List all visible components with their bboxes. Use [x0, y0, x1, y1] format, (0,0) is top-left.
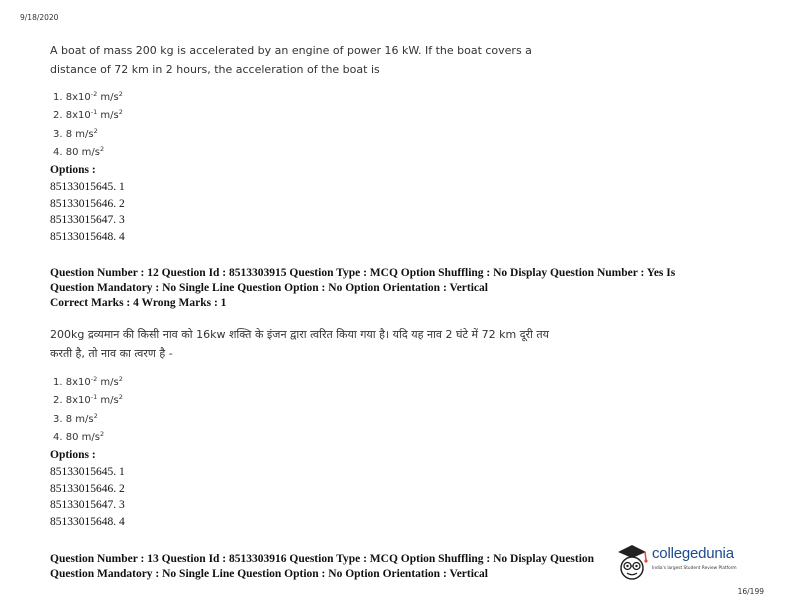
option-id: 85133015647. 3	[50, 214, 125, 226]
brand-tagline: India's largest Student Review Platform	[652, 566, 737, 571]
choice-2: 2. $8x10^{-1}$ $m/s^2$	[53, 108, 123, 122]
question-12-text: 200kg द्रव्यमान की किसी नाव को 16kw शक्ति के इंजन द्वारा त्वरित किया गया है। यदि यह नाव 2 घंटे में 72 km दूरी तय करती है, तो नाव का त्वरण है -	[50, 328, 550, 360]
print-date: 9/18/2020	[20, 13, 59, 22]
marks-line: Correct Marks : 4 Wrong Marks : 1	[50, 297, 227, 309]
choice-4: 4. 80 $m/s^2$	[53, 430, 105, 444]
meta-line: Question Number : 13 Question Id : 8513303916 Question Type : MCQ Option Shuffling : No Display Question	[50, 553, 595, 565]
brand-name: collegedunia	[652, 545, 734, 562]
choice-3: 3. 8 $m/s^2$	[53, 411, 98, 425]
option-id: 85133015647. 3	[50, 499, 125, 511]
choice-3: 3. 8 $m/s^2$	[53, 126, 98, 140]
option-id: 85133015646. 2	[50, 197, 125, 210]
option-id: 85133015645. 1	[50, 181, 125, 193]
option-id-list	[50, 464, 125, 530]
meta-line: Question Mandatory : No Single Line Question Option : No Option Orientation : Vertical	[50, 568, 488, 580]
question-13-meta	[50, 552, 594, 582]
options-label: Options :	[50, 164, 96, 176]
question-12-meta	[50, 266, 675, 311]
collegedunia-watermark	[614, 541, 764, 587]
option-id: 85133015648. 4	[50, 230, 125, 243]
option-id: 85133015646. 2	[50, 482, 125, 495]
options-label: Options :	[50, 449, 96, 461]
option-id: 85133015648. 4	[50, 515, 125, 528]
option-id: 85133015645. 1	[50, 466, 125, 478]
page-number: 16/199	[737, 587, 764, 596]
meta-line: Question Mandatory : No Single Line Question Option : No Option Orientation : Vertical	[50, 282, 488, 294]
choice-1: 1. $8x10^{-2}$ $m/s^2$	[53, 90, 123, 103]
meta-line: Question Number : 12 Question Id : 8513303915 Question Type : MCQ Option Shuffling : No Display Question Number : Yes Is	[50, 267, 676, 279]
option-id-list	[50, 179, 125, 245]
question-11-text: A boat of mass 200 kg is accelerated by an engine of power 16 kW. If the boat covers a distance of 72 km in 2 hours, the acceleration of the boat is	[50, 44, 532, 76]
question-12-choices	[53, 374, 123, 448]
graduate-mascot-icon	[614, 541, 650, 583]
choice-1: 1. $8x10^{-2}$ $m/s^2$	[53, 375, 123, 388]
question-11-choices	[53, 89, 123, 163]
choice-2: 2. $8x10^{-1}$ $m/s^2$	[53, 393, 123, 407]
choice-4: 4. 80 $m/s^2$	[53, 145, 105, 159]
